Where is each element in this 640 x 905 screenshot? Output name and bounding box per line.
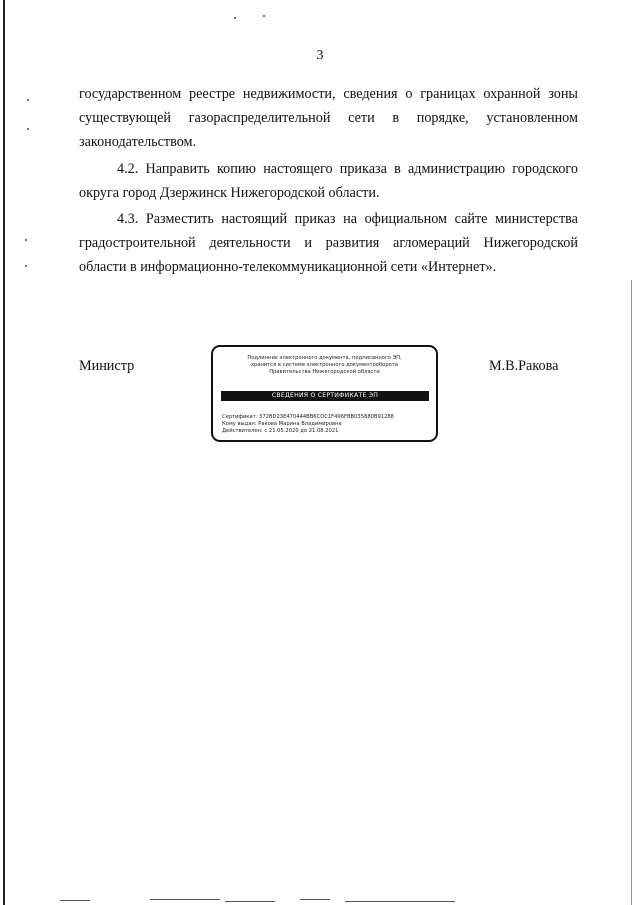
stamp-header: СВЕДЕНИЯ О СЕРТИФИКАТЕ ЭП: [221, 391, 429, 401]
scan-rule: [150, 899, 220, 900]
stamp-validity: Действителен: с 21.05.2020 до 21.08.2021: [222, 428, 339, 434]
scan-rule: [345, 901, 455, 902]
scan-rule: [60, 900, 90, 901]
text-line: округа город Дзержинск Нижегородской области.: [79, 185, 380, 201]
scan-speck: [27, 128, 29, 130]
stamp-intro: Подлинник электронного документа, подписанного ЭП, хранится в системе электронного документооборота Правительства Нижегородской области: [247, 355, 402, 375]
text-line-justified: государственном реестре недвижимости, сведения о границах охранной зоны: [79, 86, 578, 102]
paragraph-continuation: [79, 82, 578, 154]
paragraph-4-3: [79, 207, 578, 279]
stamp-issued-to: Кому выдан: Ракова Марина Владимировна: [222, 421, 342, 427]
page-number: 3: [316, 48, 324, 63]
scan-edge-left: [3, 0, 5, 905]
scan-rule: [225, 901, 275, 902]
scan-speck: [25, 239, 27, 241]
stamp-certificate: Сертификат: 372BD23E470444BB6CDC1F496FBB035880B91288: [222, 414, 394, 420]
stamp-certificate-details: [222, 414, 432, 435]
scan-speck: [234, 17, 236, 19]
text-line-justified: градостроительной деятельности и развития агломераций Нижегородской: [79, 235, 578, 251]
text-line: законодательством.: [79, 134, 197, 150]
scan-speck: [263, 15, 265, 17]
signatory-name: М.В.Ракова: [489, 358, 559, 374]
paragraph-4-2: [79, 157, 578, 205]
scan-rule: [300, 899, 330, 900]
text-line-justified: 4.3. Разместить настоящий приказ на официальном сайте министерства: [117, 211, 578, 227]
scan-speck: [27, 99, 29, 101]
signatory-title: Министр: [79, 358, 135, 374]
text-line-justified: 4.2. Направить копию настоящего приказа в администрацию городского: [117, 161, 578, 177]
text-line-justified: существующей газораспределительной сети в порядке, установленном: [79, 110, 578, 126]
scan-speck: [25, 265, 27, 267]
electronic-signature-stamp: [211, 345, 438, 442]
text-line: области в информационно-телекоммуникационной сети «Интернет».: [79, 259, 497, 275]
scan-edge-right: [631, 280, 632, 905]
